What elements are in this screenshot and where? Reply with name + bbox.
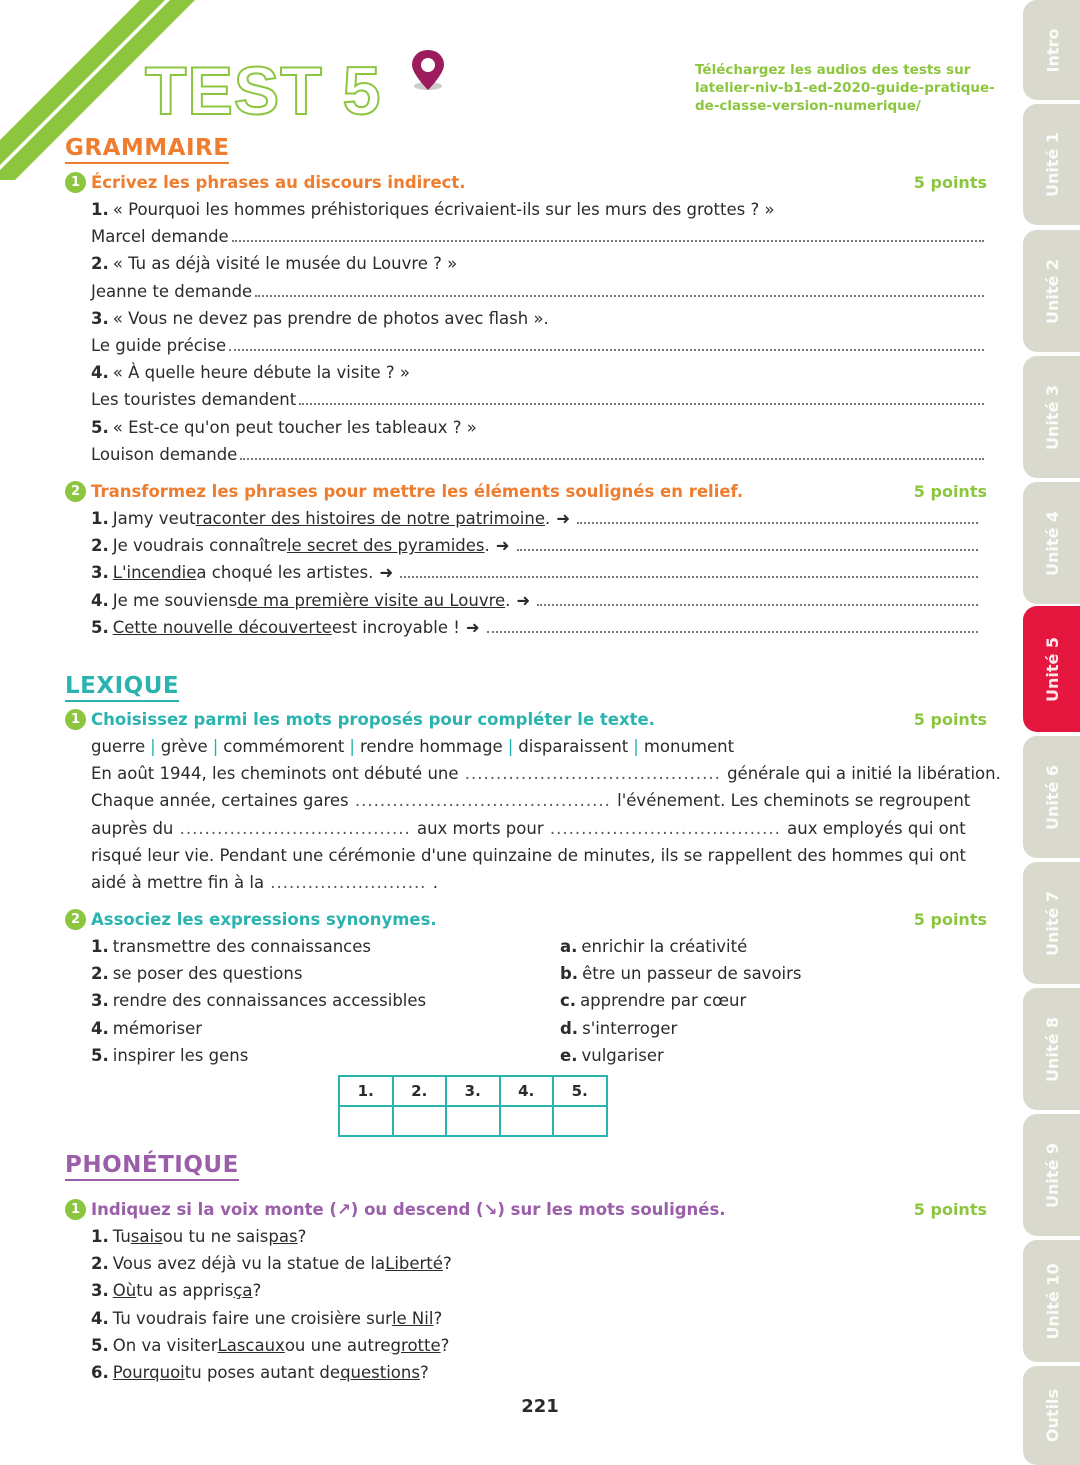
word-option: disparaissent xyxy=(518,737,629,756)
underlined-text: de ma première visite au Louvre xyxy=(237,590,506,610)
points: 5 points xyxy=(913,482,987,501)
tab-label: Outils xyxy=(1043,1388,1063,1443)
section-heading-lexique: LEXIQUE xyxy=(65,673,179,702)
text: aux morts pour xyxy=(416,818,544,838)
audio-download-link[interactable]: Téléchargez les audios des tests sur latelier-niv-b1-ed-2020-guide-pratique-de-classe-version-numerique/ xyxy=(695,62,995,114)
question-line xyxy=(91,305,984,332)
text: . xyxy=(484,536,490,556)
text: Jamy veut xyxy=(112,509,196,528)
tab-label: Unité 5 xyxy=(1043,636,1063,702)
answer-prompt: Jeanne te demande xyxy=(91,281,253,301)
item-number: 5. xyxy=(91,1335,109,1355)
item-number: 4. xyxy=(91,363,109,383)
item-number: 4. xyxy=(91,590,109,610)
answer-prompt: Louison demande xyxy=(91,444,238,464)
text: . xyxy=(544,509,551,528)
exercise-number: 1 xyxy=(65,1199,86,1220)
text: En août 1944, les cheminots ont débuté une xyxy=(91,764,459,784)
tab-unit-5[interactable] xyxy=(1023,606,1080,732)
list-item xyxy=(91,1250,984,1277)
text: aux employés qui ont xyxy=(787,818,966,838)
grid-header: 2. xyxy=(393,1076,447,1106)
page-title: TEST 5 xyxy=(145,53,382,129)
match-item xyxy=(560,1042,980,1069)
item-text: transmettre des connaissances xyxy=(112,937,371,956)
word-option: guerre xyxy=(91,737,146,756)
text: Vous avez déjà vu la statue de la xyxy=(112,1254,386,1274)
underlined-text: L'incendie xyxy=(112,563,197,583)
item-text: mémoriser xyxy=(112,1018,203,1038)
match-item xyxy=(91,1015,541,1042)
answer-blank[interactable] xyxy=(232,240,984,242)
item-number: 1. xyxy=(91,1227,109,1246)
item-text: enrichir la créativité xyxy=(581,937,748,956)
grid-answer-cell[interactable] xyxy=(339,1106,393,1136)
match-item xyxy=(560,987,980,1014)
tab-unit-2[interactable] xyxy=(1023,230,1080,352)
grid-header: 5. xyxy=(553,1076,607,1106)
points: 5 points xyxy=(913,1200,987,1219)
question-line xyxy=(91,196,984,223)
tab-label: Intro xyxy=(1043,28,1063,72)
list-item xyxy=(91,1277,984,1304)
section-heading-phonetique: PHONÉTIQUE xyxy=(65,1152,239,1181)
text: On va visiter xyxy=(112,1335,218,1355)
text: ou tu ne sais xyxy=(162,1227,269,1246)
text: Je me souviens xyxy=(112,590,238,610)
separator: | xyxy=(212,737,219,756)
text: a choqué les artistes. xyxy=(196,563,374,583)
separator: | xyxy=(349,737,355,756)
underlined-text: Cette nouvelle découverte xyxy=(112,617,332,637)
tab-unit-10[interactable] xyxy=(1023,1240,1080,1362)
list-item xyxy=(91,587,978,614)
tab-label: Unité 1 xyxy=(1043,131,1063,198)
tab-label: Unité 7 xyxy=(1043,890,1063,956)
question-line xyxy=(91,414,984,441)
arrow-right-icon: ➜ xyxy=(556,509,571,528)
tab-label: Unité 6 xyxy=(1043,764,1063,830)
match-item xyxy=(560,1015,980,1042)
item-number: 1. xyxy=(91,509,109,528)
answer-line xyxy=(91,332,984,359)
item-number: 6. xyxy=(91,1362,109,1382)
underlined-text: Lascaux xyxy=(217,1335,285,1355)
text: l'événement. Les cheminots se regroupent xyxy=(617,791,971,811)
text: risqué leur vie. Pendant une cérémonie d'une quinzaine de minutes, ils se rappellent des hommes qui ont xyxy=(91,845,967,865)
answer-blank[interactable] xyxy=(577,522,978,524)
tab-label: Unité 4 xyxy=(1043,510,1063,576)
underlined-text: sais xyxy=(130,1227,163,1246)
answer-prompt: Le guide précise xyxy=(91,335,227,355)
list-item xyxy=(91,1359,984,1386)
points: 5 points xyxy=(913,910,987,929)
text-line xyxy=(91,760,1001,787)
exercise-number: 2 xyxy=(65,909,86,930)
list-item xyxy=(91,532,978,559)
exercise-title xyxy=(65,709,987,730)
grid-answer-cell[interactable] xyxy=(553,1106,607,1136)
exercise-title xyxy=(65,909,987,930)
item-text: apprendre par cœur xyxy=(580,991,747,1011)
page-number: 221 xyxy=(521,1396,559,1417)
text: ou une autre xyxy=(284,1335,391,1355)
text: aidé à mettre fin à la xyxy=(91,872,265,892)
tab-intro[interactable] xyxy=(1023,0,1080,100)
text: tu as appris xyxy=(136,1281,234,1301)
item-text: s'interroger xyxy=(582,1018,678,1038)
question-text: « Vous ne devez pas prendre de photos avec flash ». xyxy=(112,308,549,328)
tab-unit-8[interactable] xyxy=(1023,988,1080,1110)
tab-unit-7[interactable] xyxy=(1023,862,1080,984)
tab-unit-4[interactable] xyxy=(1023,482,1080,604)
exercise-title xyxy=(65,172,987,193)
blank[interactable]: ..................................... xyxy=(543,818,788,838)
answer-line xyxy=(91,386,984,413)
answer-line xyxy=(91,223,984,250)
question-text: « Tu as déjà visité le musée du Louvre ? » xyxy=(112,254,458,274)
text-line xyxy=(91,869,984,896)
word-option: monument xyxy=(643,737,735,756)
text: est incroyable ! xyxy=(331,617,460,637)
item-number: 5. xyxy=(91,617,109,637)
exercise-title xyxy=(65,481,987,502)
grid-answer-cell[interactable] xyxy=(393,1106,447,1136)
text: tu poses autant de xyxy=(184,1362,341,1382)
exercise-instruction: Écrivez les phrases au discours indirect. xyxy=(91,173,466,192)
tab-unit-6[interactable] xyxy=(1023,736,1080,858)
item-number: 1. xyxy=(91,200,109,219)
item-text: inspirer les gens xyxy=(112,1045,249,1065)
item-label: a. xyxy=(560,937,578,956)
text: Tu xyxy=(112,1227,131,1246)
answer-prompt: Les touristes demandent xyxy=(91,390,297,410)
underlined-text: questions xyxy=(340,1362,420,1382)
separator: | xyxy=(150,737,156,756)
question-line xyxy=(91,250,984,277)
match-item xyxy=(91,1042,541,1069)
answer-prompt: Marcel demande xyxy=(91,227,229,247)
exercise-instruction: Transformez les phrases pour mettre les éléments soulignés en relief. xyxy=(91,482,744,501)
exercise-title xyxy=(65,1199,987,1220)
grid-answer-cell[interactable] xyxy=(446,1106,500,1136)
item-number: 3. xyxy=(91,563,109,583)
exercise-instruction: Associez les expressions synonymes. xyxy=(91,910,437,929)
blank[interactable]: ......................................... xyxy=(348,791,618,811)
separator: | xyxy=(507,737,514,756)
text-line xyxy=(91,842,984,869)
tab-label: Unité 10 xyxy=(1043,1262,1063,1340)
text: Je voudrais connaître xyxy=(112,536,287,556)
blank[interactable]: ......................................... xyxy=(458,764,728,784)
item-number: 2. xyxy=(91,536,109,556)
grid-header: 1. xyxy=(339,1076,393,1106)
text: auprès du xyxy=(91,818,174,838)
underlined-text: Où xyxy=(112,1281,137,1301)
tab-outils[interactable] xyxy=(1023,1366,1080,1465)
blank[interactable]: ......................... xyxy=(264,872,433,892)
underlined-text: Liberté xyxy=(385,1254,443,1274)
item-label: c. xyxy=(560,991,577,1011)
question-text: « Pourquoi les hommes préhistoriques écrivaient-ils sur les murs des grottes ? » xyxy=(112,200,775,219)
grid-header: 4. xyxy=(500,1076,554,1106)
item-label: 3. xyxy=(91,991,109,1011)
underlined-text: grotte xyxy=(390,1335,441,1355)
underlined-text: Pourquoi xyxy=(112,1362,185,1382)
question-text: « Est-ce qu'on peut toucher les tableaux ? » xyxy=(112,417,477,437)
text: Chaque année, certaines gares xyxy=(91,791,349,811)
list-item xyxy=(91,1332,984,1359)
arrow-right-icon: ➜ xyxy=(465,617,480,637)
match-item xyxy=(91,933,541,960)
question-line xyxy=(91,359,984,386)
answer-grid xyxy=(338,1075,608,1137)
tab-label: Unité 8 xyxy=(1043,1016,1063,1082)
word-option: commémorent xyxy=(223,737,345,756)
match-item xyxy=(91,987,541,1014)
text: ? xyxy=(252,1281,262,1301)
item-number: 2. xyxy=(91,254,109,274)
tab-label: Unité 3 xyxy=(1043,384,1063,450)
text: ? xyxy=(440,1335,450,1355)
text: . xyxy=(505,590,511,610)
item-text: vulgariser xyxy=(581,1045,664,1065)
answer-blank[interactable] xyxy=(517,549,978,551)
text: ? xyxy=(419,1362,429,1382)
exercise-instruction: Indiquez si la voix monte (↗) ou descend (↘) sur les mots soulignés. xyxy=(91,1200,726,1219)
answer-line xyxy=(91,278,984,305)
tab-unit-1[interactable] xyxy=(1023,104,1080,225)
match-item xyxy=(91,960,541,987)
answer-blank[interactable] xyxy=(400,576,978,578)
match-item xyxy=(560,960,980,987)
list-item xyxy=(91,1305,984,1332)
exercise-number: 2 xyxy=(65,481,86,502)
item-label: 1. xyxy=(91,937,109,956)
question-text: « À quelle heure débute la visite ? » xyxy=(112,363,411,383)
section-heading-grammaire: GRAMMAIRE xyxy=(65,135,229,164)
match-item xyxy=(560,933,980,960)
text: ? xyxy=(297,1227,307,1246)
answer-blank[interactable] xyxy=(255,295,984,297)
item-label: 2. xyxy=(91,964,109,984)
item-number: 4. xyxy=(91,1308,109,1328)
blank[interactable]: ..................................... xyxy=(173,818,417,838)
arrow-right-icon: ➜ xyxy=(495,536,510,556)
arrow-right-icon: ➜ xyxy=(379,563,394,583)
tab-unit-3[interactable] xyxy=(1023,356,1080,478)
grid-header: 3. xyxy=(446,1076,500,1106)
answer-line xyxy=(91,441,984,468)
list-item xyxy=(91,559,978,586)
item-label: 4. xyxy=(91,1018,109,1038)
map-pin-icon xyxy=(408,48,448,94)
item-label: e. xyxy=(560,1045,578,1065)
list-item xyxy=(91,505,978,532)
underlined-text: raconter des histoires de notre patrimoine xyxy=(195,509,545,528)
item-number: 3. xyxy=(91,1281,109,1301)
answer-blank[interactable] xyxy=(229,349,984,351)
exercise-instruction: Choisissez parmi les mots proposés pour compléter le texte. xyxy=(91,710,655,729)
list-item xyxy=(91,614,978,641)
text: ? xyxy=(442,1254,452,1274)
word-option: grève xyxy=(160,737,208,756)
points: 5 points xyxy=(913,710,987,729)
item-number: 5. xyxy=(91,417,109,437)
grid-answer-cell[interactable] xyxy=(500,1106,554,1136)
separator: | xyxy=(633,737,639,756)
exercise-number: 1 xyxy=(65,709,86,730)
tab-unit-9[interactable] xyxy=(1023,1114,1080,1236)
underlined-text: ça xyxy=(233,1281,253,1301)
text: Tu voudrais faire une croisière sur xyxy=(112,1308,392,1328)
text-line xyxy=(91,815,984,842)
item-number: 2. xyxy=(91,1254,109,1274)
answer-blank[interactable] xyxy=(299,403,984,405)
underlined-text: le secret des pyramides xyxy=(286,536,485,556)
text: générale qui a initié la libération. xyxy=(727,764,1001,784)
tab-label: Unité 2 xyxy=(1043,258,1063,324)
answer-blank[interactable] xyxy=(537,604,978,606)
word-option: rendre hommage xyxy=(359,737,503,756)
item-text: rendre des connaissances accessibles xyxy=(112,991,427,1011)
item-label: 5. xyxy=(91,1045,109,1065)
item-label: b. xyxy=(560,964,579,984)
item-label: d. xyxy=(560,1018,579,1038)
text: ? xyxy=(433,1308,443,1328)
item-text: être un passeur de savoirs xyxy=(582,964,802,984)
underlined-text: pas xyxy=(268,1227,298,1246)
tab-label: Unité 9 xyxy=(1043,1142,1063,1208)
answer-blank[interactable] xyxy=(487,631,978,633)
word-bank xyxy=(91,733,984,760)
points: 5 points xyxy=(913,173,987,192)
exercise-number: 1 xyxy=(65,172,86,193)
answer-blank[interactable] xyxy=(240,458,984,460)
list-item xyxy=(91,1223,984,1250)
underlined-text: le Nil xyxy=(391,1308,434,1328)
item-number: 3. xyxy=(91,308,109,328)
text: . xyxy=(432,872,438,892)
item-text: se poser des questions xyxy=(112,964,303,984)
arrow-right-icon: ➜ xyxy=(516,590,531,610)
text-line xyxy=(91,787,984,814)
